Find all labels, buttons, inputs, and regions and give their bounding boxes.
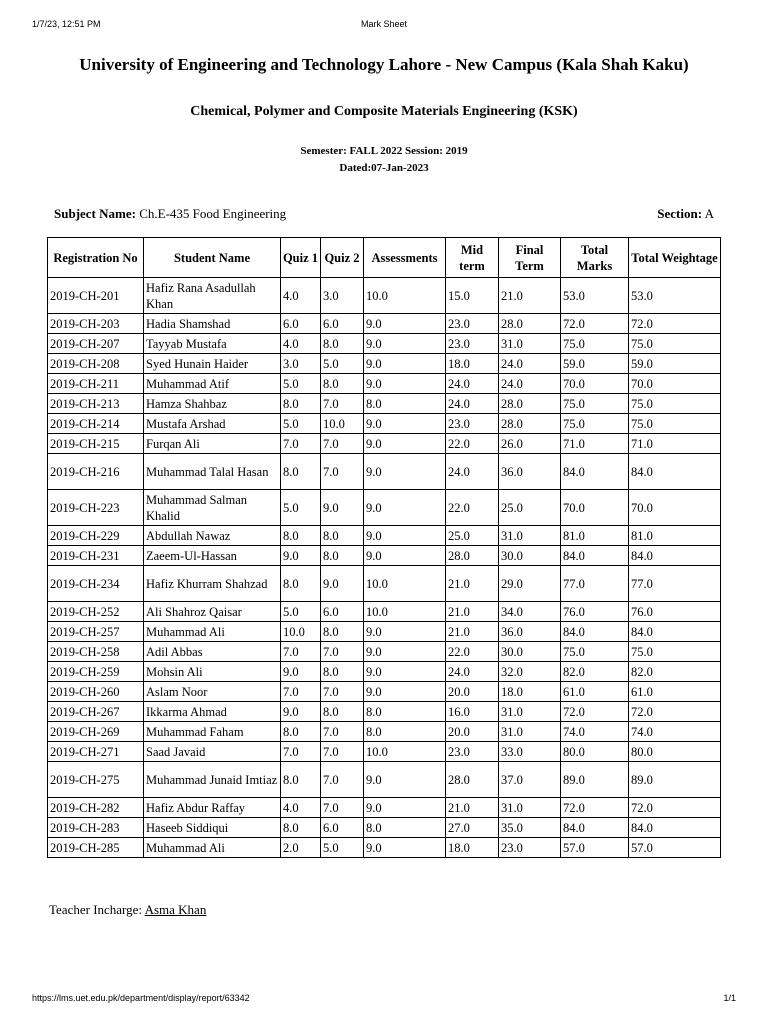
col-mid-term: Mid term (446, 238, 499, 278)
mid-term-cell: 18.0 (446, 838, 499, 858)
total-weightage-cell: 77.0 (629, 566, 721, 602)
quiz-1-cell: 6.0 (281, 314, 321, 334)
quiz-2-cell: 8.0 (321, 546, 364, 566)
registration-no-cell: 2019-CH-216 (48, 454, 144, 490)
quiz-2-cell: 6.0 (321, 818, 364, 838)
print-footer (32, 993, 736, 1005)
total-weightage-cell: 84.0 (629, 454, 721, 490)
assessments-cell: 9.0 (364, 762, 446, 798)
total-marks-cell: 61.0 (561, 682, 629, 702)
total-marks-cell: 84.0 (561, 818, 629, 838)
quiz-1-cell: 2.0 (281, 838, 321, 858)
student-name-cell: Ali Shahroz Qaisar (144, 602, 281, 622)
total-weightage-cell: 61.0 (629, 682, 721, 702)
final-term-cell: 21.0 (499, 278, 561, 314)
total-marks-cell: 80.0 (561, 742, 629, 762)
assessments-cell: 9.0 (364, 314, 446, 334)
registration-no-cell: 2019-CH-213 (48, 394, 144, 414)
total-marks-cell: 72.0 (561, 798, 629, 818)
col-registration-no: Registration No (48, 238, 144, 278)
final-term-cell: 25.0 (499, 490, 561, 526)
quiz-2-cell: 7.0 (321, 454, 364, 490)
registration-no-cell: 2019-CH-214 (48, 414, 144, 434)
quiz-1-cell: 5.0 (281, 602, 321, 622)
assessments-cell: 9.0 (364, 682, 446, 702)
final-term-cell: 28.0 (499, 394, 561, 414)
final-term-cell: 18.0 (499, 682, 561, 702)
col-final-term: Final Term (499, 238, 561, 278)
total-weightage-cell: 72.0 (629, 798, 721, 818)
student-name-cell: Muhammad Faham (144, 722, 281, 742)
table-row (48, 838, 721, 858)
col-total-marks: Total Marks (561, 238, 629, 278)
subject-name (54, 206, 286, 222)
mid-term-cell: 15.0 (446, 278, 499, 314)
registration-no-cell: 2019-CH-203 (48, 314, 144, 334)
final-term-cell: 36.0 (499, 622, 561, 642)
quiz-2-cell: 8.0 (321, 662, 364, 682)
quiz-1-cell: 4.0 (281, 334, 321, 354)
table-row (48, 798, 721, 818)
subject-label: Subject Name: (54, 206, 136, 221)
total-marks-cell: 53.0 (561, 278, 629, 314)
print-header (32, 19, 736, 31)
quiz-2-cell: 9.0 (321, 490, 364, 526)
registration-no-cell: 2019-CH-208 (48, 354, 144, 374)
quiz-2-cell: 7.0 (321, 682, 364, 702)
quiz-1-cell: 7.0 (281, 434, 321, 454)
assessments-cell: 9.0 (364, 454, 446, 490)
quiz-2-cell: 6.0 (321, 314, 364, 334)
final-term-cell: 32.0 (499, 662, 561, 682)
assessments-cell: 9.0 (364, 622, 446, 642)
total-weightage-cell: 70.0 (629, 374, 721, 394)
registration-no-cell: 2019-CH-267 (48, 702, 144, 722)
total-weightage-cell: 84.0 (629, 818, 721, 838)
total-marks-cell: 70.0 (561, 490, 629, 526)
mid-term-cell: 22.0 (446, 642, 499, 662)
quiz-1-cell: 8.0 (281, 762, 321, 798)
mid-term-cell: 28.0 (446, 546, 499, 566)
section (657, 206, 714, 222)
student-name-cell: Mohsin Ali (144, 662, 281, 682)
final-term-cell: 36.0 (499, 454, 561, 490)
final-term-cell: 34.0 (499, 602, 561, 622)
final-term-cell: 30.0 (499, 642, 561, 662)
mid-term-cell: 20.0 (446, 722, 499, 742)
total-weightage-cell: 81.0 (629, 526, 721, 546)
assessments-cell: 9.0 (364, 642, 446, 662)
assessments-cell: 9.0 (364, 334, 446, 354)
total-marks-cell: 70.0 (561, 374, 629, 394)
total-weightage-cell: 59.0 (629, 354, 721, 374)
marks-table (47, 237, 721, 858)
total-weightage-cell: 75.0 (629, 394, 721, 414)
assessments-cell: 10.0 (364, 566, 446, 602)
registration-no-cell: 2019-CH-201 (48, 278, 144, 314)
assessments-cell: 8.0 (364, 394, 446, 414)
table-row (48, 546, 721, 566)
quiz-1-cell: 8.0 (281, 722, 321, 742)
total-weightage-cell: 89.0 (629, 762, 721, 798)
assessments-cell: 9.0 (364, 374, 446, 394)
total-marks-cell: 84.0 (561, 546, 629, 566)
student-name-cell: Hafiz Rana Asadullah Khan (144, 278, 281, 314)
total-marks-cell: 77.0 (561, 566, 629, 602)
table-row (48, 374, 721, 394)
table-row (48, 642, 721, 662)
registration-no-cell: 2019-CH-282 (48, 798, 144, 818)
total-weightage-cell: 57.0 (629, 838, 721, 858)
total-weightage-cell: 71.0 (629, 434, 721, 454)
quiz-2-cell: 7.0 (321, 798, 364, 818)
total-weightage-cell: 84.0 (629, 546, 721, 566)
quiz-1-cell: 5.0 (281, 490, 321, 526)
table-row (48, 490, 721, 526)
print-url[interactable]: https://lms.uet.edu.pk/department/display/report/63342 (32, 993, 250, 1003)
final-term-cell: 37.0 (499, 762, 561, 798)
registration-no-cell: 2019-CH-231 (48, 546, 144, 566)
quiz-1-cell: 8.0 (281, 818, 321, 838)
total-weightage-cell: 80.0 (629, 742, 721, 762)
quiz-2-cell: 8.0 (321, 526, 364, 546)
assessments-cell: 9.0 (364, 526, 446, 546)
assessments-cell: 8.0 (364, 722, 446, 742)
quiz-2-cell: 7.0 (321, 394, 364, 414)
mid-term-cell: 22.0 (446, 434, 499, 454)
final-term-cell: 24.0 (499, 354, 561, 374)
assessments-cell: 8.0 (364, 818, 446, 838)
student-name-cell: Abdullah Nawaz (144, 526, 281, 546)
quiz-1-cell: 3.0 (281, 354, 321, 374)
table-body (48, 278, 721, 858)
assessments-cell: 9.0 (364, 414, 446, 434)
table-row (48, 334, 721, 354)
total-marks-cell: 59.0 (561, 354, 629, 374)
quiz-2-cell: 7.0 (321, 642, 364, 662)
student-name-cell: Hafiz Khurram Shahzad (144, 566, 281, 602)
quiz-1-cell: 9.0 (281, 662, 321, 682)
table-row (48, 434, 721, 454)
final-term-cell: 28.0 (499, 314, 561, 334)
table-row (48, 566, 721, 602)
quiz-1-cell: 7.0 (281, 682, 321, 702)
quiz-2-cell: 8.0 (321, 334, 364, 354)
total-weightage-cell: 75.0 (629, 642, 721, 662)
table-row (48, 314, 721, 334)
quiz-1-cell: 4.0 (281, 278, 321, 314)
quiz-2-cell: 8.0 (321, 702, 364, 722)
quiz-1-cell: 8.0 (281, 454, 321, 490)
total-marks-cell: 76.0 (561, 602, 629, 622)
mid-term-cell: 21.0 (446, 622, 499, 642)
total-marks-cell: 89.0 (561, 762, 629, 798)
table-row (48, 602, 721, 622)
final-term-cell: 33.0 (499, 742, 561, 762)
total-weightage-cell: 82.0 (629, 662, 721, 682)
quiz-1-cell: 7.0 (281, 642, 321, 662)
student-name-cell: Muhammad Talal Hasan (144, 454, 281, 490)
quiz-2-cell: 8.0 (321, 622, 364, 642)
mid-term-cell: 24.0 (446, 394, 499, 414)
mid-term-cell: 23.0 (446, 334, 499, 354)
teacher-incharge (49, 902, 206, 918)
total-marks-cell: 82.0 (561, 662, 629, 682)
quiz-1-cell: 8.0 (281, 566, 321, 602)
final-term-cell: 31.0 (499, 334, 561, 354)
total-marks-cell: 72.0 (561, 702, 629, 722)
total-weightage-cell: 76.0 (629, 602, 721, 622)
col-assessments: Assessments (364, 238, 446, 278)
department-title: Chemical, Polymer and Composite Materials Engineering (KSK) (190, 104, 578, 119)
registration-no-cell: 2019-CH-257 (48, 622, 144, 642)
total-weightage-cell: 72.0 (629, 314, 721, 334)
final-term-cell: 24.0 (499, 374, 561, 394)
assessments-cell: 9.0 (364, 490, 446, 526)
mid-term-cell: 24.0 (446, 662, 499, 682)
registration-no-cell: 2019-CH-260 (48, 682, 144, 702)
total-marks-cell: 75.0 (561, 334, 629, 354)
mid-term-cell: 25.0 (446, 526, 499, 546)
quiz-1-cell: 8.0 (281, 394, 321, 414)
assessments-cell: 10.0 (364, 742, 446, 762)
total-marks-cell: 75.0 (561, 414, 629, 434)
registration-no-cell: 2019-CH-283 (48, 818, 144, 838)
quiz-2-cell: 7.0 (321, 762, 364, 798)
assessments-cell: 10.0 (364, 278, 446, 314)
mid-term-cell: 21.0 (446, 602, 499, 622)
quiz-1-cell: 10.0 (281, 622, 321, 642)
mid-term-cell: 21.0 (446, 566, 499, 602)
student-name-cell: Tayyab Mustafa (144, 334, 281, 354)
total-marks-cell: 71.0 (561, 434, 629, 454)
quiz-1-cell: 9.0 (281, 702, 321, 722)
print-page-number: 1/1 (723, 993, 736, 1003)
registration-no-cell: 2019-CH-207 (48, 334, 144, 354)
total-weightage-cell: 84.0 (629, 622, 721, 642)
total-marks-cell: 72.0 (561, 314, 629, 334)
table-row (48, 742, 721, 762)
assessments-cell: 9.0 (364, 354, 446, 374)
quiz-1-cell: 8.0 (281, 526, 321, 546)
student-name-cell: Haseeb Siddiqui (144, 818, 281, 838)
subject-row (54, 206, 714, 224)
registration-no-cell: 2019-CH-275 (48, 762, 144, 798)
registration-no-cell: 2019-CH-271 (48, 742, 144, 762)
mid-term-cell: 23.0 (446, 314, 499, 334)
table-row (48, 762, 721, 798)
student-name-cell: Syed Hunain Haider (144, 354, 281, 374)
print-datetime: 1/7/23, 12:51 PM (32, 19, 101, 29)
assessments-cell: 9.0 (364, 798, 446, 818)
student-name-cell: Muhammad Ali (144, 622, 281, 642)
registration-no-cell: 2019-CH-259 (48, 662, 144, 682)
total-weightage-cell: 72.0 (629, 702, 721, 722)
total-marks-cell: 84.0 (561, 454, 629, 490)
total-weightage-cell: 74.0 (629, 722, 721, 742)
total-weightage-cell: 53.0 (629, 278, 721, 314)
assessments-cell: 10.0 (364, 602, 446, 622)
student-name-cell: Furqan Ali (144, 434, 281, 454)
quiz-2-cell: 5.0 (321, 354, 364, 374)
dated-line: Dated:07-Jan-2023 (339, 162, 429, 174)
registration-no-cell: 2019-CH-252 (48, 602, 144, 622)
total-weightage-cell: 75.0 (629, 334, 721, 354)
quiz-1-cell: 9.0 (281, 546, 321, 566)
total-marks-cell: 74.0 (561, 722, 629, 742)
registration-no-cell: 2019-CH-234 (48, 566, 144, 602)
student-name-cell: Muhammad Salman Khalid (144, 490, 281, 526)
mid-term-cell: 20.0 (446, 682, 499, 702)
quiz-2-cell: 6.0 (321, 602, 364, 622)
student-name-cell: Muhammad Ali (144, 838, 281, 858)
teacher-label: Teacher Incharge: (49, 902, 143, 917)
table-row (48, 394, 721, 414)
mid-term-cell: 24.0 (446, 374, 499, 394)
student-name-cell: Aslam Noor (144, 682, 281, 702)
assessments-cell: 9.0 (364, 546, 446, 566)
section-value: A (704, 206, 714, 221)
assessments-cell: 9.0 (364, 662, 446, 682)
table-row (48, 662, 721, 682)
total-marks-cell: 75.0 (561, 642, 629, 662)
student-name-cell: Muhammad Atif (144, 374, 281, 394)
mid-term-cell: 23.0 (446, 414, 499, 434)
final-term-cell: 29.0 (499, 566, 561, 602)
total-marks-cell: 84.0 (561, 622, 629, 642)
table-row (48, 526, 721, 546)
university-title: University of Engineering and Technology Lahore - New Campus (Kala Shah Kaku) (79, 55, 689, 74)
mid-term-cell: 28.0 (446, 762, 499, 798)
total-marks-cell: 81.0 (561, 526, 629, 546)
student-name-cell: Zaeem-Ul-Hassan (144, 546, 281, 566)
total-weightage-cell: 70.0 (629, 490, 721, 526)
quiz-2-cell: 5.0 (321, 838, 364, 858)
semester-session: Semester: FALL 2022 Session: 2019 (300, 145, 468, 157)
col-student-name: Student Name (144, 238, 281, 278)
student-name-cell: Adil Abbas (144, 642, 281, 662)
mid-term-cell: 16.0 (446, 702, 499, 722)
registration-no-cell: 2019-CH-229 (48, 526, 144, 546)
table-row (48, 702, 721, 722)
final-term-cell: 31.0 (499, 702, 561, 722)
final-term-cell: 31.0 (499, 722, 561, 742)
registration-no-cell: 2019-CH-269 (48, 722, 144, 742)
table-header-row (48, 238, 721, 278)
mid-term-cell: 24.0 (446, 454, 499, 490)
table-row (48, 454, 721, 490)
mid-term-cell: 23.0 (446, 742, 499, 762)
mid-term-cell: 27.0 (446, 818, 499, 838)
assessments-cell: 8.0 (364, 702, 446, 722)
mid-term-cell: 18.0 (446, 354, 499, 374)
quiz-2-cell: 10.0 (321, 414, 364, 434)
section-label: Section: (657, 206, 703, 221)
table-row (48, 414, 721, 434)
quiz-2-cell: 7.0 (321, 722, 364, 742)
quiz-1-cell: 5.0 (281, 414, 321, 434)
quiz-2-cell: 9.0 (321, 566, 364, 602)
table-row (48, 682, 721, 702)
print-title: Mark Sheet (360, 19, 408, 29)
quiz-2-cell: 7.0 (321, 742, 364, 762)
quiz-2-cell: 3.0 (321, 278, 364, 314)
total-weightage-cell: 75.0 (629, 414, 721, 434)
quiz-2-cell: 8.0 (321, 374, 364, 394)
student-name-cell: Hamza Shahbaz (144, 394, 281, 414)
student-name-cell: Muhammad Junaid Imtiaz (144, 762, 281, 798)
student-name-cell: Hafiz Abdur Raffay (144, 798, 281, 818)
registration-no-cell: 2019-CH-211 (48, 374, 144, 394)
quiz-2-cell: 7.0 (321, 434, 364, 454)
quiz-1-cell: 4.0 (281, 798, 321, 818)
final-term-cell: 31.0 (499, 526, 561, 546)
table-row (48, 818, 721, 838)
student-name-cell: Mustafa Arshad (144, 414, 281, 434)
final-term-cell: 35.0 (499, 818, 561, 838)
table-row (48, 722, 721, 742)
total-marks-cell: 57.0 (561, 838, 629, 858)
table-row (48, 354, 721, 374)
final-term-cell: 31.0 (499, 798, 561, 818)
quiz-1-cell: 7.0 (281, 742, 321, 762)
table-row (48, 278, 721, 314)
mid-term-cell: 22.0 (446, 490, 499, 526)
quiz-1-cell: 5.0 (281, 374, 321, 394)
registration-no-cell: 2019-CH-223 (48, 490, 144, 526)
teacher-name[interactable]: Asma Khan (144, 902, 207, 917)
final-term-cell: 26.0 (499, 434, 561, 454)
assessments-cell: 9.0 (364, 434, 446, 454)
col-total-weightage: Total Weightage (629, 238, 721, 278)
registration-no-cell: 2019-CH-215 (48, 434, 144, 454)
registration-no-cell: 2019-CH-258 (48, 642, 144, 662)
table-row (48, 622, 721, 642)
final-term-cell: 30.0 (499, 546, 561, 566)
col-quiz-1: Quiz 1 (281, 238, 321, 278)
total-marks-cell: 75.0 (561, 394, 629, 414)
assessments-cell: 9.0 (364, 838, 446, 858)
final-term-cell: 23.0 (499, 838, 561, 858)
student-name-cell: Hadia Shamshad (144, 314, 281, 334)
student-name-cell: Ikkarma Ahmad (144, 702, 281, 722)
registration-no-cell: 2019-CH-285 (48, 838, 144, 858)
final-term-cell: 28.0 (499, 414, 561, 434)
mid-term-cell: 21.0 (446, 798, 499, 818)
col-quiz-2: Quiz 2 (321, 238, 364, 278)
student-name-cell: Saad Javaid (144, 742, 281, 762)
subject-value: Ch.E-435 Food Engineering (139, 206, 287, 221)
